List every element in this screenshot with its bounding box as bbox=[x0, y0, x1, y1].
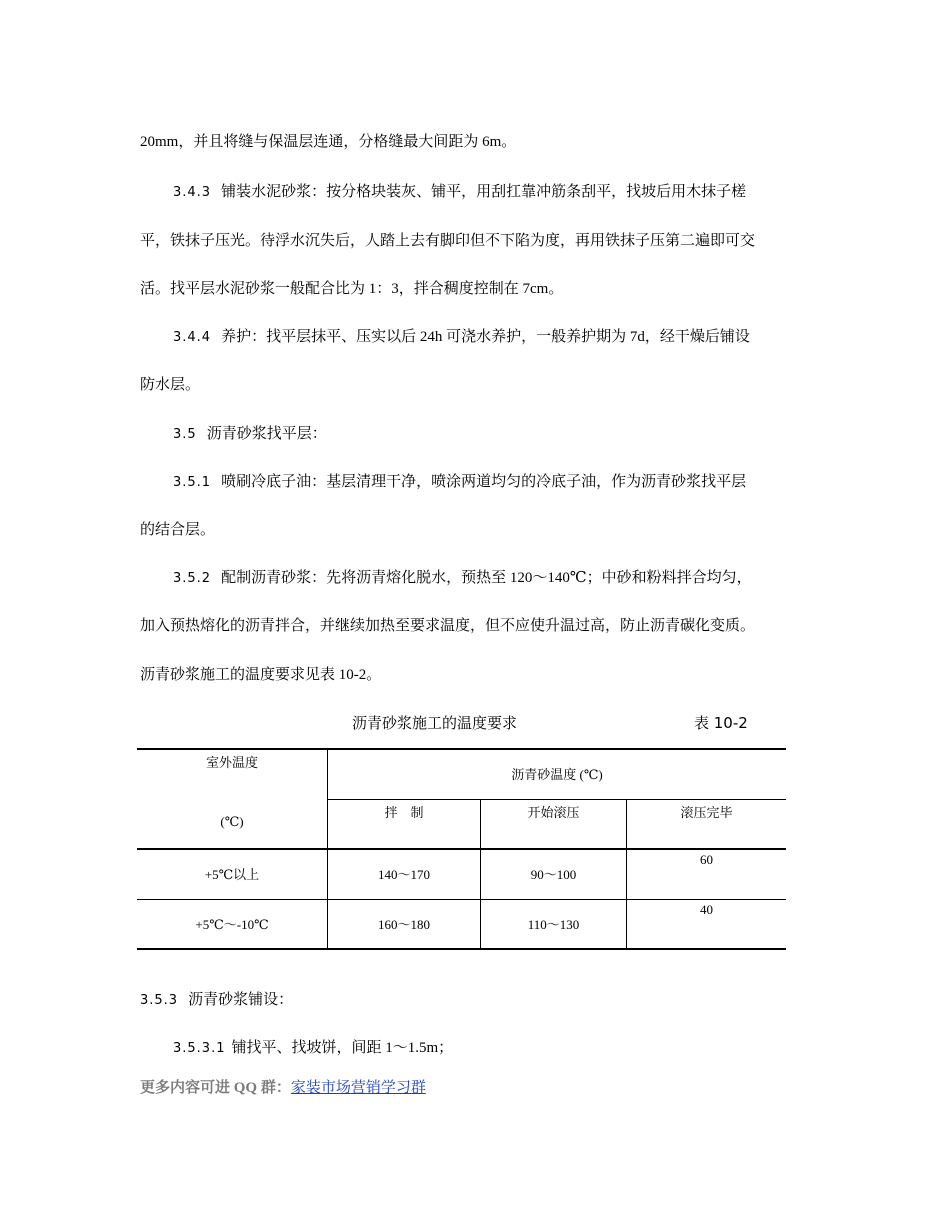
paragraph-line bbox=[173, 566, 752, 587]
header-start-rolling: 开始滚压 bbox=[527, 805, 580, 820]
table-number: 表 10-2 bbox=[694, 714, 748, 732]
paragraph-text: 铺找平、找坡饼，间距 1～1.5m； bbox=[231, 1040, 454, 1056]
paragraph-line: 的结合层。 bbox=[140, 522, 216, 538]
paragraph-line: 加入预热熔化的沥青拌合，并继续加热至要求温度，但不应使升温过高，防止沥青碳化变质。 bbox=[140, 618, 756, 634]
footer bbox=[140, 1076, 426, 1097]
header-end-rolling: 滚压完毕 bbox=[680, 805, 733, 820]
paragraph-line: 沥青砂浆施工的温度要求见表 10-2。 bbox=[140, 667, 382, 683]
cell-mix: 160～180 bbox=[377, 917, 430, 932]
paragraph-line bbox=[173, 325, 750, 346]
cell-mix: 140～170 bbox=[377, 867, 430, 882]
paragraph-text: 沥青砂浆找平层： bbox=[206, 426, 327, 442]
section-number: 3.5.1 bbox=[173, 475, 212, 490]
paragraph-line: 平，铁抹子压光。待浮水沉失后，人踏上去有脚印但不下陷为度，再用铁抹子压第二遍即可交 bbox=[140, 233, 756, 249]
header-mixing: 拌 制 bbox=[384, 805, 424, 820]
table-caption: 沥青砂浆施工的温度要求 bbox=[352, 714, 518, 732]
paragraph-text: 喷刷冷底子油：基层清理干净，喷涂两道均匀的冷底子油，作为沥青砂浆找平层 bbox=[221, 474, 747, 490]
table-column-rule bbox=[626, 799, 627, 950]
table-rule bbox=[137, 899, 786, 900]
paragraph-text: 配制沥青砂浆：先将沥青熔化脱水，预热至 120～140℃；中砂和粉料拌合均匀， bbox=[221, 570, 752, 586]
section-number: 3.5.3.1 bbox=[173, 1041, 226, 1056]
paragraph-line bbox=[173, 1036, 453, 1057]
footer-label: 更多内容可进 QQ 群： bbox=[140, 1080, 291, 1096]
paragraph-line: 活。找平层水泥砂浆一般配合比为 1：3，拌合稠度控制在 7cm。 bbox=[140, 281, 564, 297]
header-outdoor-unit: (℃) bbox=[220, 814, 244, 829]
table-rule bbox=[328, 799, 786, 800]
section-number: 3.5.3 bbox=[140, 993, 179, 1008]
table-rule-top bbox=[137, 748, 786, 750]
cell-outdoor: +5℃以上 bbox=[204, 867, 260, 882]
paragraph-text: 养护：找平层抹平、压实以后 24h 可浇水养护，一般养护期为 7d，经干燥后铺设 bbox=[221, 329, 750, 345]
section-number: 3.4.3 bbox=[173, 185, 212, 200]
cell-end: 40 bbox=[700, 902, 713, 917]
paragraph-line bbox=[173, 470, 746, 491]
paragraph-line: 防水层。 bbox=[140, 377, 201, 393]
cell-outdoor: +5℃～-10℃ bbox=[195, 917, 269, 932]
header-asphalt-temp: 沥青砂温度 (℃) bbox=[511, 767, 603, 782]
qq-group-link[interactable]: 家装市场营销学习群 bbox=[290, 1080, 426, 1096]
cell-end: 60 bbox=[700, 852, 713, 867]
paragraph-text: 沥青砂浆铺设： bbox=[188, 992, 294, 1008]
paragraph-line bbox=[140, 988, 293, 1009]
cell-start: 110～130 bbox=[527, 917, 580, 932]
paragraph-line: 20mm，并且将缝与保温层连通，分格缝最大间距为 6m。 bbox=[140, 134, 517, 150]
table-rule-bottom bbox=[137, 948, 786, 950]
cell-start: 90～100 bbox=[530, 867, 577, 882]
section-number: 3.4.4 bbox=[173, 330, 212, 345]
paragraph-text: 铺装水泥砂浆：按分格块装灰、铺平，用刮扛靠冲筋条刮平，找坡后用木抹子槎 bbox=[221, 184, 747, 200]
section-number: 3.5 bbox=[173, 427, 197, 442]
section-number: 3.5.2 bbox=[173, 571, 212, 586]
temperature-table bbox=[137, 748, 786, 950]
paragraph-line bbox=[173, 180, 746, 201]
table-rule bbox=[137, 848, 786, 850]
paragraph-line bbox=[173, 422, 327, 443]
header-outdoor-temp: 室外温度 bbox=[205, 755, 258, 770]
